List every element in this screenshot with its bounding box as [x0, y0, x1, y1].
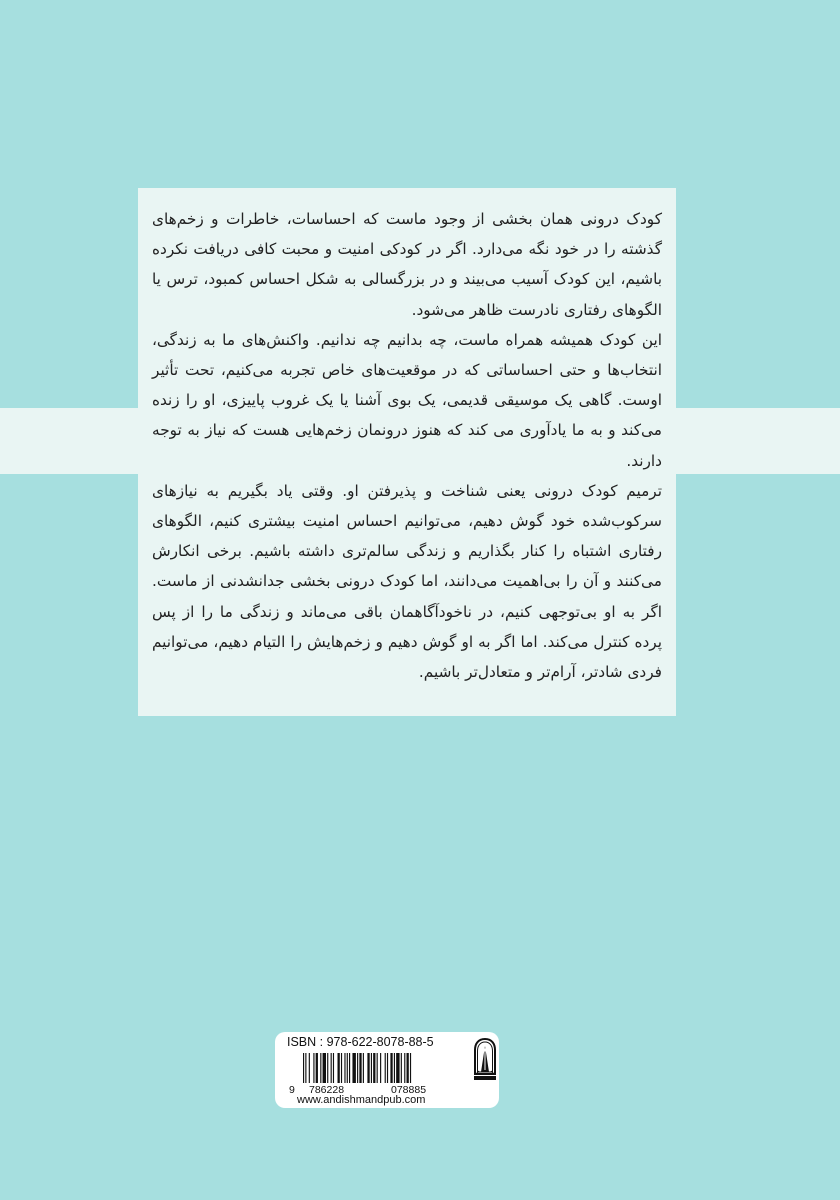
- isbn-box: [275, 1032, 499, 1108]
- barcode-bar: [323, 1053, 326, 1083]
- barcode-bar: [371, 1053, 372, 1083]
- paragraph-2: این کودک همیشه همراه ماست، چه بدانیم چه ندانیم. واکنش‌های ما به زندگی، انتخاب‌ها و حتی احساساتی که در موقعیت‌های خاص تجربه می‌کنیم، تحت تأثیر اوست. گاهی یک موسیقی قدیمی، یک بوی آشنا یا یک غروب پاییزی، او را زنده می‌کند و به ما یادآوری می کند که هنوز درونمان زخم‌هایی هست که نیاز به توجه دارند.: [152, 330, 662, 470]
- publisher-logo-icon: [473, 1036, 497, 1090]
- publisher-website: www.andishmandpub.com: [297, 1094, 426, 1106]
- barcode-bar: [357, 1053, 358, 1083]
- barcode-bar: [309, 1053, 310, 1083]
- barcode-bar: [410, 1053, 411, 1083]
- paragraph-3: ترمیم کودک درونی یعنی شناخت و پذیرفتن او. وقتی یاد بگیریم به نیازهای سرکوب‌شده خود گوش دهیم، می‌توانیم احساس امنیت بیشتری کنیم، الگوهای رفتاری اشتباه را کنار بگذاریم و زندگی سالم‌تری داشته باشیم. برخی انکارش می‌کنند و آن را بی‌اهمیت می‌دانند، اما کودک درونی بخشی جدانشدنی از ماست. اگر به او بی‌توجهی کنیم، در ناخودآگاهمان باقی می‌ماند و زندگی ما را از پس پرده کنترل می‌کند. اما اگر به او گوش دهیم و زخم‌هایش را التیام دهیم، می‌توانیم فردی شادتر، آرام‌تر و متعادل‌تر باشیم.: [152, 481, 662, 682]
- barcode-bar: [352, 1053, 355, 1083]
- barcode-bar: [394, 1053, 395, 1083]
- barcode-bar: [363, 1053, 364, 1083]
- barcode-bar: [347, 1053, 348, 1083]
- barcode-bar: [401, 1053, 402, 1083]
- barcode-bar: [316, 1053, 318, 1083]
- barcode-bar: [341, 1053, 342, 1083]
- barcode-bar: [367, 1053, 369, 1083]
- barcode-bar: [373, 1053, 375, 1083]
- barcode-bar: [377, 1053, 378, 1083]
- barcode-digit-group-2: 078885: [391, 1084, 427, 1096]
- barcode-bar: [390, 1053, 392, 1083]
- barcode: [301, 1053, 467, 1083]
- barcode-bar: [320, 1053, 321, 1083]
- barcode-bar: [313, 1053, 314, 1083]
- barcode-bar: [338, 1053, 340, 1083]
- barcode-digit-group-1: 786228: [309, 1084, 345, 1096]
- barcode-bar: [359, 1053, 361, 1083]
- barcode-bar: [404, 1053, 405, 1083]
- barcode-bar: [331, 1053, 332, 1083]
- barcode-bar: [333, 1053, 334, 1083]
- barcode-bar: [327, 1053, 328, 1083]
- barcode-bar: [396, 1053, 399, 1083]
- barcode-bar: [349, 1053, 350, 1083]
- paragraph-1: کودک درونی همان بخشی از وجود ماست که احساسات، خاطرات و زخم‌های گذشته را در خود نگه می‌دارد. اگر در کودکی امنیت و محبت کافی دریافت نکرده باشیم، این کودک آسیب می‌بیند و در بزرگسالی به شکل احساس کمبود، ترس یا الگوهای رفتاری نادرست ظاهر می‌شود.: [152, 210, 662, 319]
- barcode-bar: [344, 1053, 345, 1083]
- barcode-bar: [305, 1053, 306, 1083]
- barcode-bar: [303, 1053, 304, 1083]
- description-panel: [138, 188, 676, 716]
- barcode-bar: [387, 1053, 388, 1083]
- barcode-bar: [385, 1053, 386, 1083]
- barcode-digit-prefix: 9: [289, 1084, 295, 1096]
- isbn-label: ISBN : 978-622-8078-88-5: [287, 1035, 434, 1049]
- barcode-bar: [380, 1053, 381, 1083]
- barcode-bar: [407, 1053, 409, 1083]
